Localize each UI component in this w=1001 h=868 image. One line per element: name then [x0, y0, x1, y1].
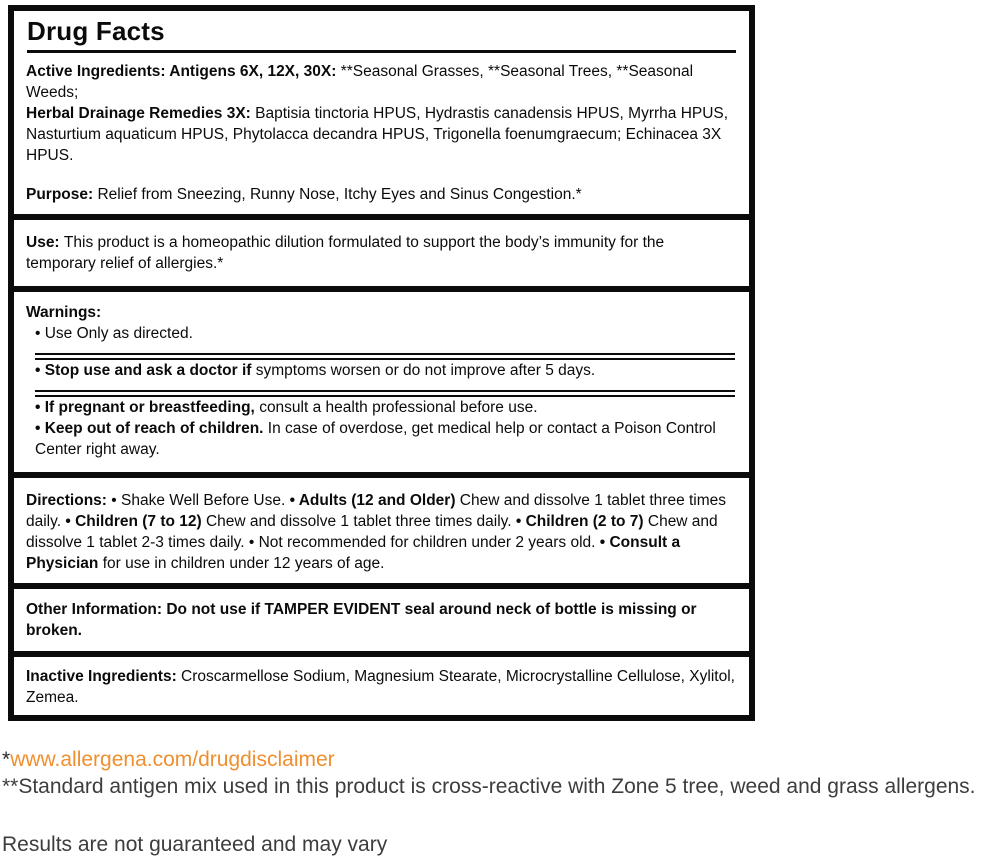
warning-children: • Keep out of reach of children. In case of overdose, get medical help or contact a Poison Control Center right away. [35, 420, 716, 458]
disclaimer-line [2, 746, 999, 773]
section-directions [14, 478, 749, 583]
antigen-note: **Standard antigen mix used in this product is cross-reactive with Zone 5 tree, weed and grass allergens. [2, 775, 976, 798]
results-note: Results are not guaranteed and may vary [2, 833, 388, 856]
purpose-text: Purpose: Relief from Sneezing, Runny Nose, Itchy Eyes and Sinus Congestion.* [26, 186, 582, 203]
section-active-ingredients [14, 53, 749, 214]
section-other-information [14, 589, 749, 651]
label-title: Drug Facts [27, 16, 165, 46]
warning-stop-use: • Stop use and ask a doctor if symptoms worsen or do not improve after 5 days. [35, 362, 596, 379]
other-information-text: Other Information: Do not use if TAMPER EVIDENT seal around neck of bottle is missing or broken. [26, 601, 697, 639]
active-ingredients-text: Active Ingredients: Antigens 6X, 12X, 30X: **Seasonal Grasses, **Seasonal Trees, **Seasonal Weeds; [26, 63, 694, 101]
section-use [14, 220, 749, 286]
disclaimer-asterisk: * [2, 748, 11, 771]
herbal-remedies-text: Herbal Drainage Remedies 3X: Baptisia tinctoria HPUS, Hydrastis canadensis HPUS, Myrrha HPUS, Nasturtium aquaticum HPUS, Phytolacca decandra HPUS, Trigonella foenumgraecum; Echinacea 3X HPUS. [26, 105, 729, 164]
drug-facts-label [8, 5, 755, 721]
warnings-heading: Warnings: [26, 304, 102, 321]
disclaimer-link[interactable]: www.allergena.com/drugdisclaimer [10, 748, 335, 771]
use-text: Use: This product is a homeopathic dilution formulated to support the body’s immunity for the temporary relief of allergies.* [26, 234, 665, 272]
warnings-rule [35, 390, 735, 397]
section-inactive-ingredients [14, 657, 749, 715]
warning-pregnant: • If pregnant or breastfeeding, consult a health professional before use. [35, 399, 538, 416]
warning-use-directed: • Use Only as directed. [35, 325, 193, 342]
blank-line [26, 166, 737, 184]
footnotes [2, 746, 999, 858]
inactive-ingredients-text: Inactive Ingredients: Croscarmellose Sodium, Magnesium Stearate, Microcrystalline Cellulose, Xylitol, Zemea. [26, 668, 735, 706]
warnings-rule [35, 353, 735, 360]
section-warnings [14, 292, 749, 472]
directions-text: Directions: • Shake Well Before Use. • Adults (12 and Older) Chew and dissolve 1 tablet three times daily. • Children (7 to 12) Chew and dissolve 1 tablet three times daily. • Children (2 to 7) Chew and dissolve 1 tablet 2-3 times daily. • Not recommended for children under 2 years old. • Consult a Physician for use in children under 12 years of age. [26, 492, 727, 572]
